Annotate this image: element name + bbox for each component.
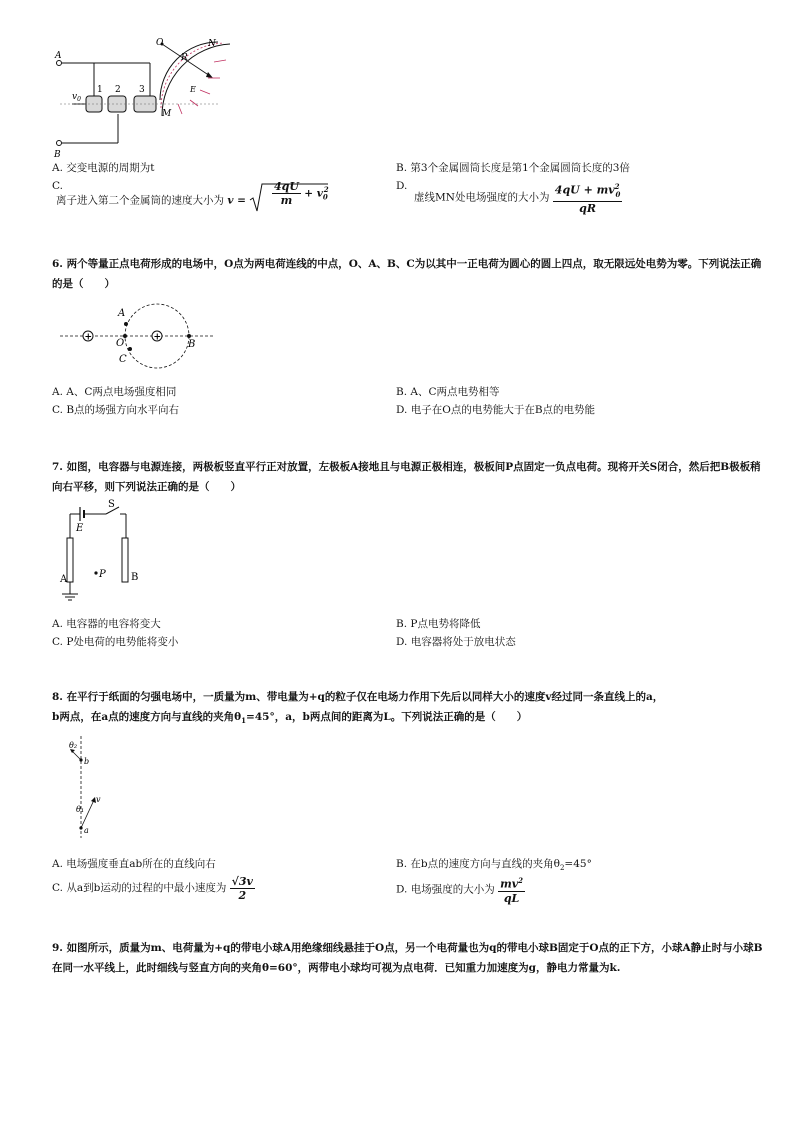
q6-option-c[interactable]: C. B点的场强方向水平向右 [52,404,180,416]
q8-stem-1: 8. 在平行于纸面的匀强电场中，一质量为m、带电量为+q的粒子仅在电场力作用下先后以同样大小的速度v经过同一条直线上的a， [52,691,664,703]
fig-label-E: E [190,85,196,94]
fig-label-N: N [208,39,216,49]
q5-option-a[interactable]: A. 交变电源的周期为t [52,162,155,174]
q8-fig-b: b [84,757,90,766]
q8-option-d-frac: $\frac{mv^2}{qL}$ [500,876,523,905]
q6-option-a[interactable]: A. A、C两点电场强度相同 [52,386,177,398]
q6-option-b[interactable]: B. A、C两点电势相等 [396,386,500,398]
q5-option-c-math: v = [227,194,246,207]
fig-label-B: B [54,150,61,160]
q8-fig-a: a [84,826,89,835]
fig-label-v0: $v_0$ [72,92,81,103]
q5-option-c-den: m [280,194,293,207]
q5-option-d-body [414,180,622,215]
fig-label-O: O [156,38,164,48]
q5-option-d-text: 虚线MN处电场强度的大小为 [414,191,550,204]
q6-fig-B: B [188,339,196,350]
q8-stem-3: =45°，a，b两点间的距离为L。下列说法正确的是（ ） [246,711,528,723]
q7-figure [56,498,146,608]
q8-option-d-den: qL [503,891,520,905]
q7-option-c[interactable]: C. P处电荷的电势能将变小 [52,636,179,648]
q5-option-d-frac: $\frac{4qU + mv^2_0}{qR}$ [554,182,621,215]
q7-fig-P: P [99,569,106,580]
fig-label-A: A [55,51,62,61]
q6-fig-A: A [118,308,126,319]
q5-option-c-label: C. [52,180,63,192]
q5-option-c-text: 离子进入第二个金属筒的速度大小为 [56,194,224,207]
q6-fig-plus: + [153,332,162,343]
q6-fig-C: C [119,354,127,365]
q7-option-d[interactable]: D. 电容器将处于放电状态 [396,636,516,648]
q8-option-a[interactable]: A. 电场强度垂直ab所在的直线向右 [52,858,216,870]
q6-stem: 6. 两个等量正点电荷形成的电场中，O点为两电荷连线的中点，O、A、B、C为以其中一正电荷为圆心的圆上四点，取无限远处电势为零。下列说法正确的是（ ） [52,258,762,290]
q7-fig-E: E [76,523,84,534]
q8-option-c-num: √3v [231,874,253,888]
q5-option-c-plus: + v [304,187,323,200]
q8-option-c-den: 2 [238,888,247,902]
fig-label-3: 3 [139,85,145,95]
q8-option-d-num: mv [500,877,519,891]
q8-fig-theta1: θ₁ [76,805,85,814]
q8-option-b-sub: 2 [559,864,565,873]
q8-fig-v: v [96,795,101,804]
q8-option-c-text: C. 从a到b运动的过程的中最小速度为 [52,882,227,894]
fig-label-1: 1 [97,85,103,95]
q7-fig-S: S [108,499,115,510]
svg-text:+: + [84,332,93,343]
q7-fig-A: A [60,574,68,585]
q8-fig-theta2: θ₂ [69,741,78,750]
q5-option-b[interactable]: B. 第3个金属圆筒长度是第1个金属圆筒长度的3倍 [396,162,630,174]
q5-option-d-num: 4qU + mv [554,183,615,197]
q8-option-c-frac [230,875,255,902]
q7-stem: 7. 如图，电容器与电源连接，两极板竖直平行正对放置，左极板A接地且与电源正极相连，极板间P点固定一负点电荷。现将开关S闭合，然后把B极板稍向右平移，则下列说法正确的是（ ） [52,461,761,493]
q7-fig-B: B [131,572,139,583]
q9-stem: 9. 如图所示，质量为m、电荷量为+q的带电小球A用绝缘细线悬挂于O点，另一个电荷量也为q的带电小球B固定于O点的正下方，小球A静止时与小球B在同一水平线上，此时细线与竖直方向的夹角θ=60°，两带电小球均可视为点电荷．已知重力加速度为g，静电力常量为k. [52,942,763,974]
fig-label-R: R [181,53,188,63]
q5-option-c-radicand: $\frac{4qU}{m}$ + $v_0^2$ [274,180,329,207]
q8-stem [52,687,766,731]
q5-option-c-frac [272,180,301,207]
q5-option-c-num: 4qU [274,180,299,193]
q8-option-b-post: =45° [564,858,592,870]
q8-stem-sub: 1 [241,716,247,726]
q5-option-d[interactable]: D. [396,180,408,192]
q5-option-d-den: qR [579,201,597,215]
q6-option-d[interactable]: D. 电子在O点的电势能大于在B点的电势能 [396,404,596,416]
q6-fig-O: O [116,338,125,349]
fig-label-2: 2 [115,85,121,95]
fig-label-M: M [162,109,172,119]
q8-option-b-pre: B. 在b点的速度方向与直线的夹角θ [396,858,560,870]
q7-option-b[interactable]: B. P点电势将降低 [396,618,481,630]
q5-figure [50,36,240,160]
q8-stem-2: b两点，在a点的速度方向与直线的夹角θ [52,711,242,723]
q8-option-d[interactable] [396,874,525,905]
q8-option-d-text: D. 电场强度的大小为 [396,883,495,896]
q7-option-a[interactable]: A. 电容器的电容将变大 [52,618,161,630]
q8-option-c[interactable] [52,874,255,902]
q8-figure [62,734,112,840]
q6-figure [58,300,218,372]
